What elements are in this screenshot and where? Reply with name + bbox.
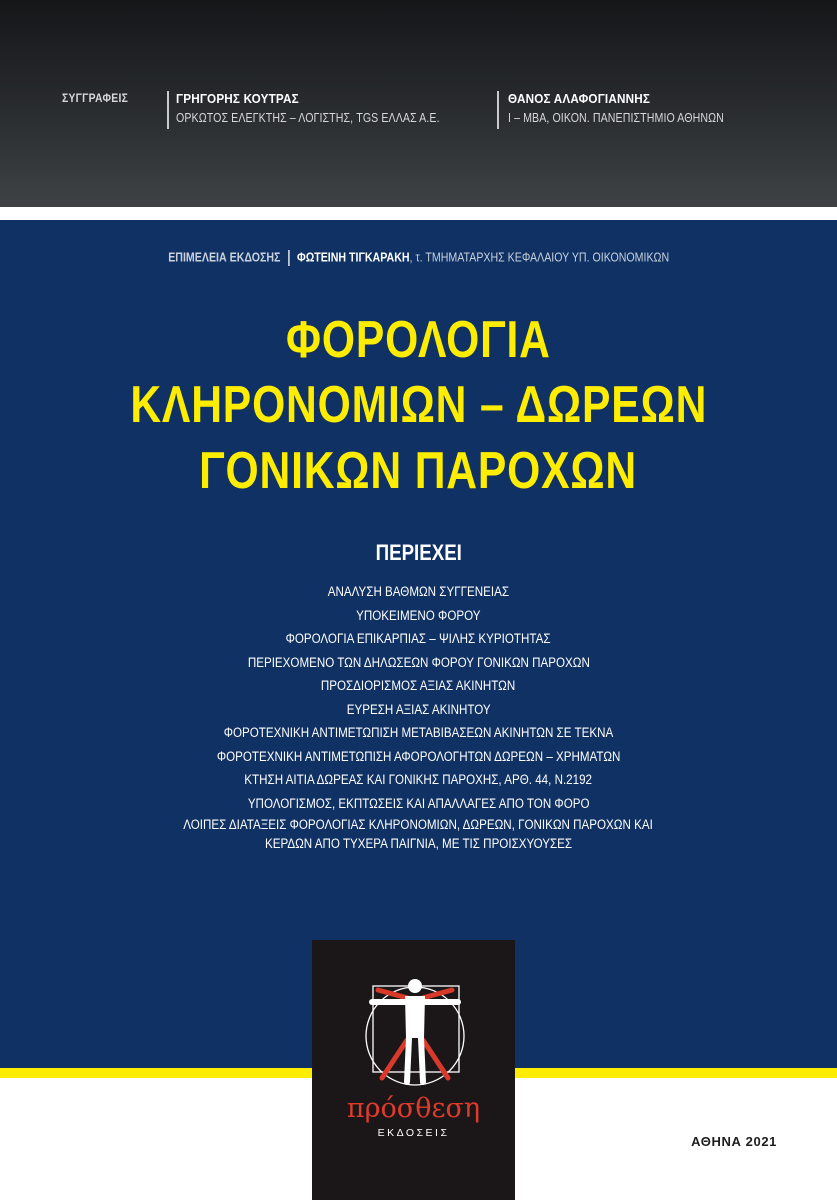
- publisher-subtitle: ΕΚΔΟΣΕΙΣ: [377, 1127, 450, 1139]
- title-text: ΚΛΗΡΟΝΟΜΙΩΝ – ΔΩΡΕΩΝ: [130, 376, 707, 434]
- title-text: ΦΟΡΟΛΟΓΙΑ: [286, 311, 551, 369]
- editor-label: ΕΠΙΜΕΛΕΙΑ ΕΚΔΟΣΗΣ: [168, 250, 281, 265]
- publisher-text-wrap: [312, 0, 515, 1200]
- title-text: ΓΟΝΙΚΩΝ ΠΑΡΟΧΩΝ: [199, 442, 638, 500]
- publisher-name: πρόσθεση: [346, 1093, 481, 1124]
- list-item-text: ΑΝΑΛΥΣΗ ΒΑΘΜΩΝ ΣΥΓΓΕΝΕΙΑΣ: [327, 584, 510, 599]
- list-item-text: ΥΠΟΚΕΙΜΕΝΟ ΦΟΡΟΥ: [356, 607, 481, 623]
- editor-divider: [288, 250, 289, 266]
- editor-role: , τ. ΤΜΗΜΑΤΑΡΧΗΣ ΚΕΦΑΛΑΙΟΥ ΥΠ. ΟΙΚΟΝΟΜΙΚΩΝ: [409, 250, 669, 265]
- contents-heading-text: ΠΕΡΙΕΧΕΙ: [375, 540, 462, 565]
- author-role: Ι – ΜΒΑ, ΟΙΚΟΝ. ΠΑΝΕΠΙΣΤΗΜΙΟ ΑΘΗΝΩΝ: [508, 111, 724, 125]
- authors-label: ΣΥΓΓΡΑΦΕΙΣ: [62, 93, 129, 105]
- list-item-text: ΛΟΙΠΕΣ ΔΙΑΤΑΞΕΙΣ ΦΟΡΟΛΟΓΙΑΣ ΚΛΗΡΟΝΟΜΙΩΝ, ΔΩΡΕΩΝ, ΓΟΝΙΚΩΝ ΠΑΡΟΧΩΝ ΚΑΙ: [183, 817, 654, 832]
- city-year: ΑΘΗΝΑ 2021: [691, 1134, 777, 1149]
- list-item-text: ΚΤΗΣΗ ΑΙΤΙΑ ΔΩΡΕΑΣ ΚΑΙ ΓΟΝΙΚΗΣ ΠΑΡΟΧΗΣ, ΑΡΘ. 44, Ν.2192: [244, 772, 593, 787]
- list-item-text: ΦΟΡΟΤΕΧΝΙΚΗ ΑΝΤΙΜΕΤΩΠΙΣΗ ΑΦΟΡΟΛΟΓΗΤΩΝ ΔΩΡΕΩΝ – ΧΡΗΜΑΤΩΝ: [216, 748, 621, 764]
- author-name: ΘΑΝΟΣ ΑΛΑΦΟΓΙΑΝΝΗΣ: [508, 91, 651, 106]
- list-item-text: ΥΠΟΛΟΓΙΣΜΟΣ, ΕΚΠΤΩΣΕΙΣ ΚΑΙ ΑΠΑΛΛΑΓΕΣ ΑΠΟ ΤΟΝ ΦΟΡΟ: [247, 795, 590, 811]
- author-name: ΓΡΗΓΟΡΗΣ ΚΟΥΤΡΑΣ: [176, 91, 299, 106]
- author-role: ΟΡΚΩΤΟΣ ΕΛΕΓΚΤΗΣ – ΛΟΓΙΣΤΗΣ, TGS ΕΛΛΑΣ Α.Ε.: [176, 111, 440, 125]
- list-item-text: ΦΟΡΟΤΕΧΝΙΚΗ ΑΝΤΙΜΕΤΩΠΙΣΗ ΜΕΤΑΒΙΒΑΣΕΩΝ ΑΚΙΝΗΤΩΝ ΣΕ ΤΕΚΝΑ: [223, 725, 614, 740]
- list-item-text: ΠΕΡΙΕΧΟΜΕΝΟ ΤΩΝ ΔΗΛΩΣΕΩΝ ΦΟΡΟΥ ΓΟΝΙΚΩΝ ΠΑΡΟΧΩΝ: [247, 654, 590, 670]
- list-item-text: ΠΡΟΣΔΙΟΡΙΣΜΟΣ ΑΞΙΑΣ ΑΚΙΝΗΤΩΝ: [321, 678, 516, 693]
- list-item-text: ΚΕΡΔΩΝ ΑΠΟ ΤΥΧΕΡΑ ΠΑΙΓΝΙΑ, ΜΕ ΤΙΣ ΠΡΟΙΣΧΥΟΥΣΕΣ: [264, 836, 573, 851]
- list-item-text: ΦΟΡΟΛΟΓΙΑ ΕΠΙΚΑΡΠΙΑΣ – ΨΙΛΗΣ ΚΥΡΙΟΤΗΤΑΣ: [286, 631, 551, 646]
- editor-name: ΦΩΤΕΙΝΗ ΤΙΓΚΑΡΑΚΗ: [296, 250, 410, 265]
- author-divider: [167, 91, 169, 129]
- list-item-text: ΕΥΡΕΣΗ ΑΞΙΑΣ ΑΚΙΝΗΤΟΥ: [346, 701, 491, 717]
